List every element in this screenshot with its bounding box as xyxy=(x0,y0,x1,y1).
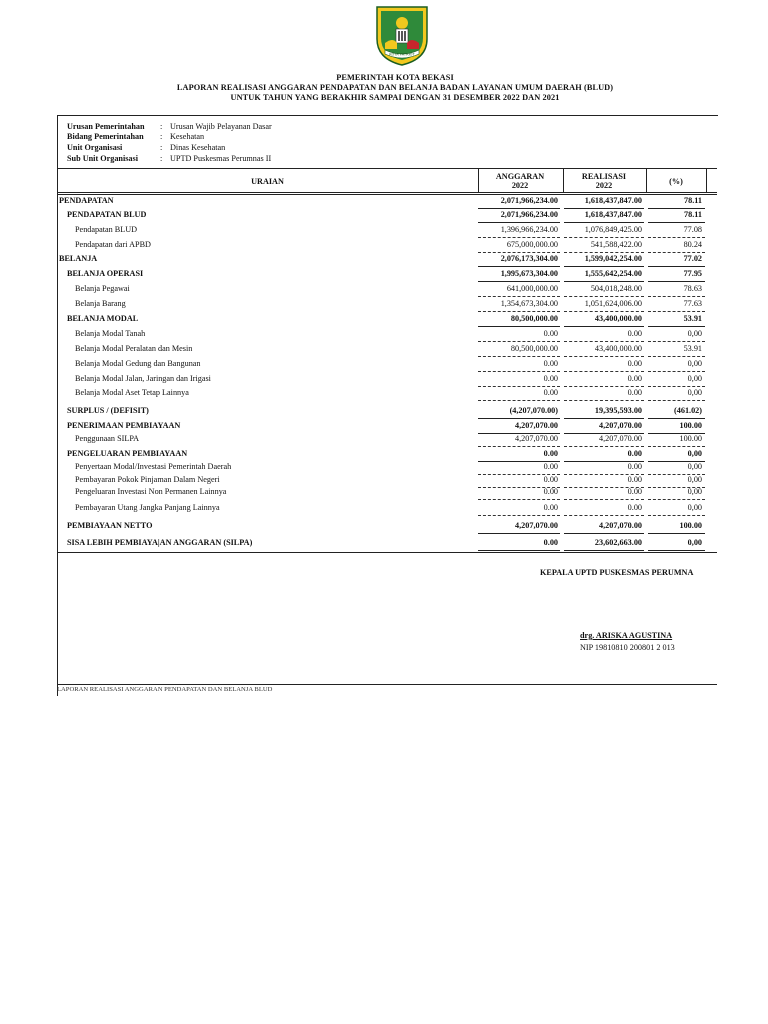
table-row: PENERIMAAN PEMBIAYAAN 4,207,070.00 4,207,070.00 100.00 xyxy=(57,420,717,434)
table-row: SISA LEBIH PEMBIAYA|AN ANGGARAN (SILPA) 0.00 23,602,663.00 0,00 xyxy=(57,537,717,551)
header-government: PEMERINTAH KOTA BEKASI xyxy=(336,73,454,82)
info-value: Kesehatan xyxy=(170,132,205,141)
table-row: PEMBIAYAAN NETTO 4,207,070.00 4,207,070.00 100.00 xyxy=(57,520,717,534)
table-row: BELANJA 2,076,173,304.00 1,599,042,254.00 77.02 xyxy=(57,253,717,267)
table-row: PENDAPATAN 2,071,966,234.00 1,618,437,847.00 78.11 xyxy=(57,195,717,209)
info-key: Sub Unit Organisasi xyxy=(67,154,138,163)
table-row: Penggunaan SILPA 4,207,070.00 4,207,070.00 100.00 xyxy=(57,433,717,447)
column-header-realisasi: REALISASI 2022 xyxy=(581,172,627,190)
table-row: Pembayaran Utang Jangka Panjang Lainnya 0.00 0.00 0,00 xyxy=(57,502,717,516)
info-value: Dinas Kesehatan xyxy=(170,143,226,152)
info-row: Unit Organisasi : Dinas Kesehatan xyxy=(67,143,226,152)
signature-title: KEPALA UPTD PUSKESMAS PERUMNA xyxy=(540,568,694,577)
table-row: PENDAPATAN BLUD 2,071,966,234.00 1,618,437,847.00 78.11 xyxy=(57,209,717,223)
table-row: Pendapatan dari APBD 675,000,000.00 541,588,422.00 80.24 xyxy=(57,239,717,253)
table-header-rule xyxy=(57,192,717,193)
info-row: Bidang Pemerintahan : Kesehatan xyxy=(67,132,205,141)
info-key: Bidang Pemerintahan xyxy=(67,132,144,141)
info-value: Urusan Wajib Pelayanan Dasar xyxy=(170,122,272,131)
signature-name: drg. ARISKA AGUSTINA xyxy=(580,631,673,640)
table-row: Belanja Modal Jalan, Jaringan dan Irigasi 0.00 0.00 0,00 xyxy=(57,373,717,387)
column-header-uraian: URAIAN xyxy=(251,176,284,186)
info-value: UPTD Puskesmas Perumnas II xyxy=(170,154,272,163)
emblem-motto: KOTA PATRIOT xyxy=(389,52,415,57)
info-row: Urusan Pemerintahan : Urusan Wajib Pelayanan Dasar xyxy=(67,122,272,131)
info-row: Sub Unit Organisasi : UPTD Puskesmas Perumnas II xyxy=(67,154,272,163)
table-top-rule xyxy=(57,168,717,169)
page-footer: LAPORAN REALISASI ANGGARAN PENDAPATAN DAN BELANJA BLUD xyxy=(57,686,273,693)
table-row: BELANJA MODAL 80,500,000.00 43,400,000.00 53.91 xyxy=(57,313,717,327)
table-row: Belanja Modal Peralatan dan Mesin 80,500,000.00 43,400,000.00 53.91 xyxy=(57,343,717,357)
info-key: Urusan Pemerintahan xyxy=(67,122,145,131)
footer-rule xyxy=(57,684,717,685)
header-report-title: LAPORAN REALISASI ANGGARAN PENDAPATAN DAN BELANJA BADAN LAYANAN UMUM DAERAH (BLUD) xyxy=(176,83,614,92)
kota-bekasi-emblem xyxy=(373,3,431,67)
column-header-anggaran: ANGGARAN 2022 xyxy=(495,172,545,190)
table-row: Belanja Modal Gedung dan Bangunan 0.00 0.00 0,00 xyxy=(57,358,717,372)
info-key: Unit Organisasi xyxy=(67,143,123,152)
table-row: Belanja Pegawai 641,000,000.00 504,018,248.00 78.63 xyxy=(57,283,717,297)
table-row: Pembayaran Pokok Pinjaman Dalam Negeri 0.00 0.00 0,00 xyxy=(57,474,717,488)
table-row: Belanja Barang 1,354,673,304.00 1,051,624,006.00 77.63 xyxy=(57,298,717,312)
table-row: SURPLUS / (DEFISIT) (4,207,070.00) 19,395,593.00 (461.02) xyxy=(57,405,717,419)
column-header-percent: (%) xyxy=(669,176,683,186)
table-row: BELANJA OPERASI 1,995,673,304.00 1,555,642,254.00 77.95 xyxy=(57,268,717,282)
signature-nip: NIP 19810810 200801 2 013 xyxy=(580,643,675,652)
table-row: PENGELUARAN PEMBIAYAAN 0.00 0.00 0,00 xyxy=(57,448,717,462)
table-row: Belanja Modal Tanah 0.00 0.00 0,00 xyxy=(57,328,717,342)
table-bottom-rule xyxy=(57,552,717,553)
table-row: Pengeluaran Investasi Non Permanen Lainnya 0.00 0.00 0,00 xyxy=(57,486,717,500)
table-row: Penyertaan Modal/Investasi Pemerintah Daerah 0.00 0.00 0,00 xyxy=(57,461,717,475)
table-row: Pendapatan BLUD 1,396,966,234.00 1,076,849,425.00 77.08 xyxy=(57,224,717,238)
table-row: Belanja Modal Aset Tetap Lainnya 0.00 0.00 0,00 xyxy=(57,387,717,401)
header-period: UNTUK TAHUN YANG BERAKHIR SAMPAI DENGAN 31 DESEMBER 2022 DAN 2021 xyxy=(230,93,560,102)
